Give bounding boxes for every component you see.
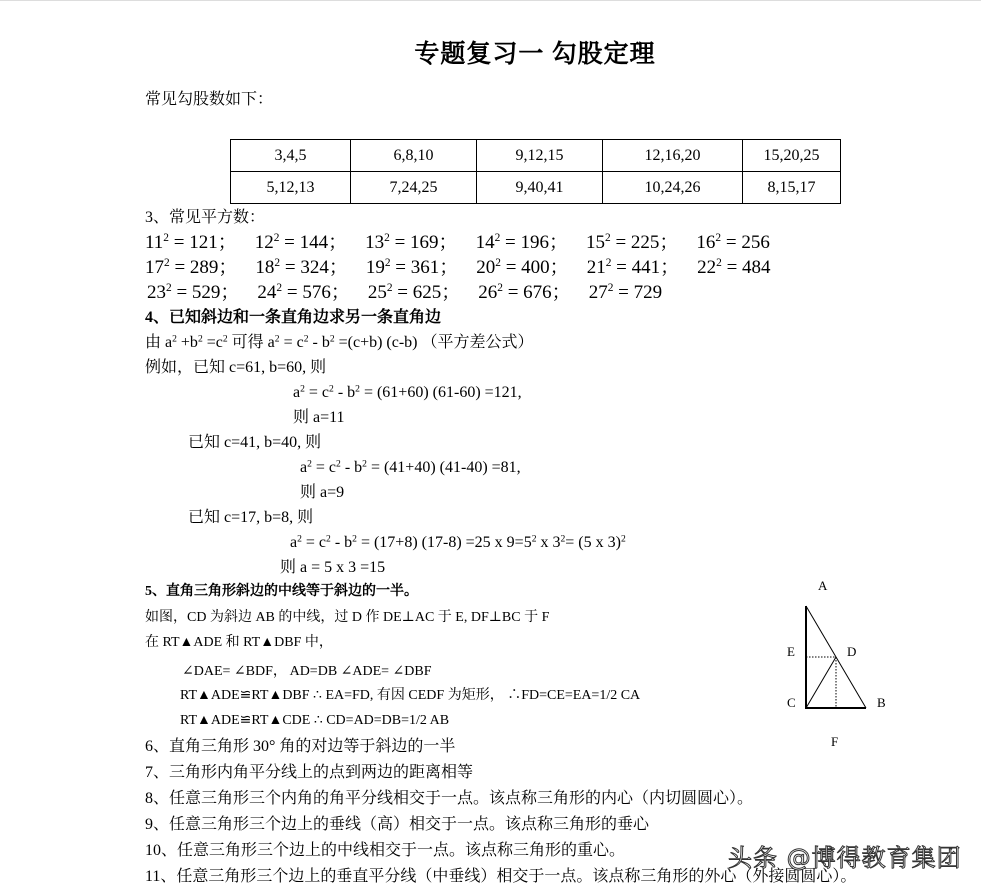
square-value: = 484	[721, 257, 771, 278]
square-exponent: 2	[164, 257, 170, 270]
example3-result: 则 a = 5 x 3 =15	[280, 559, 386, 576]
theorem-item: 9、任意三角形三个边上的垂线（高）相交于一点。该点称三角形的垂心	[145, 816, 650, 833]
table-cell: 8,15,17	[743, 172, 841, 204]
square-value: = 361；	[390, 257, 459, 278]
exponent: 2	[274, 333, 280, 345]
median-cd	[806, 657, 836, 708]
section5-heading: 5、直角三角形斜边的中线等于斜边的一半。	[145, 584, 418, 599]
formula-text: a	[300, 459, 308, 476]
exponent: 2	[620, 533, 626, 545]
exponent: 2	[303, 333, 309, 345]
formula-text: = (17+8) (17-8) =25 x 9=5	[356, 534, 532, 551]
square-exponent: 2	[163, 232, 169, 245]
example2-label: 已知 c=41, b=40, 则	[188, 434, 322, 451]
square-base: 16	[696, 232, 716, 253]
formula-text: x 3	[536, 534, 561, 551]
square-exponent: 2	[604, 232, 611, 245]
square-base: 15	[585, 232, 605, 253]
square-item	[145, 257, 237, 278]
table-cell: 3,4,5	[231, 140, 351, 172]
square-value: = 256	[721, 232, 770, 253]
exponent: 2	[222, 333, 228, 345]
squares-heading: 3、常见平方数：	[145, 209, 266, 226]
square-value: = 225；	[610, 232, 679, 253]
table-cell: 5,12,13	[231, 172, 351, 204]
square-item	[255, 257, 347, 278]
formula-text: +b	[176, 334, 198, 351]
page-top-border	[0, 0, 981, 1]
table-row	[231, 172, 841, 204]
exponent: 2	[197, 333, 203, 345]
formula-text: - b	[340, 459, 363, 476]
label-f: F	[831, 734, 839, 749]
table-row	[231, 140, 841, 172]
square-value: = 324；	[280, 257, 348, 278]
theorem-item: 10、任意三角形三个边上的中线相交于一点。该点称三角形的重心。	[145, 842, 626, 859]
square-value: = 625；	[392, 282, 461, 303]
exponent: 2	[336, 458, 341, 470]
formula-text: = (41+40) (41-40) =81,	[366, 459, 521, 476]
square-item	[696, 232, 769, 253]
square-exponent: 2	[384, 232, 390, 245]
squares-row	[147, 283, 680, 302]
theorem-item: 7、三角形内角平分线上的点到两边的距离相等	[145, 764, 474, 781]
table-cell: 7,24,25	[351, 172, 477, 204]
exponent: 2	[352, 533, 357, 545]
square-exponent: 2	[274, 257, 281, 270]
square-exponent: 2	[716, 257, 722, 270]
square-item	[365, 232, 457, 253]
formula-text: = (5 x 3)	[565, 534, 621, 551]
square-exponent: 2	[273, 232, 280, 245]
square-value: = 676；	[502, 282, 571, 303]
example3-equation	[290, 535, 626, 551]
square-value: = 729	[613, 282, 663, 303]
table-cell: 15,20,25	[743, 140, 841, 172]
square-item	[587, 257, 679, 278]
square-item	[255, 232, 347, 253]
label-c: C	[787, 695, 796, 710]
square-value: = 121；	[169, 232, 237, 253]
formula-text: a	[293, 384, 301, 401]
label-d: D	[847, 644, 857, 659]
square-item	[586, 232, 678, 253]
square-exponent: 2	[495, 257, 501, 270]
formula-text: - b	[330, 534, 353, 551]
table-cell: 12,16,20	[603, 140, 743, 172]
pythagorean-triples-table	[230, 139, 841, 204]
square-base: 17	[145, 257, 164, 278]
formula-text: - b	[333, 384, 356, 401]
example-label: 例如，已知 c=61, b=60, 则	[145, 359, 327, 376]
formula-text: 由 a	[145, 334, 173, 351]
page-title: 专题复习一 勾股定理	[414, 41, 656, 68]
square-base: 18	[255, 257, 275, 278]
section5-line: RT▲ADE≌RT▲CDE ∴ CD=AD=DB=1/2 AB	[180, 713, 450, 728]
exponent: 2	[307, 458, 312, 470]
label-b: B	[877, 695, 886, 710]
formula-text: - b	[308, 334, 330, 351]
square-value: = 289；	[169, 257, 238, 278]
square-base: 13	[365, 232, 385, 253]
theorem-item: 11、任意三角形三个边上的垂直平分线（中垂线）相交于一点。该点称三角形的外心（外接圆圆心）。	[145, 868, 857, 885]
example2-equation	[300, 460, 521, 476]
square-value: = 441；	[611, 257, 680, 278]
square-exponent: 2	[607, 282, 614, 295]
table-cell: 9,12,15	[477, 140, 603, 172]
squares-row	[145, 258, 789, 277]
example1-result: 则 a=11	[293, 409, 345, 426]
section5-line: RT▲ADE≌RT▲DBF ∴ EA=FD, 有因 CEDF 为矩形， ∴FD=CE=EA=1/2 CA	[180, 688, 641, 703]
formula-text: =c	[202, 334, 223, 351]
section5-line: ∠DAE= ∠BDF， AD=DB ∠ADE= ∠DBF	[182, 664, 432, 679]
square-exponent: 2	[494, 232, 501, 245]
exponent: 2	[355, 383, 360, 395]
example1-equation	[293, 385, 522, 401]
square-value: = 529；	[171, 282, 240, 303]
square-value: = 400；	[500, 257, 569, 278]
exponent: 2	[329, 383, 334, 395]
square-exponent: 2	[276, 282, 283, 295]
square-item	[476, 257, 568, 278]
formula-text: = (61+60) (61-60) =121,	[359, 384, 522, 401]
exponent: 2	[329, 333, 335, 345]
difference-of-squares-formula	[145, 335, 534, 351]
square-base: 19	[365, 257, 385, 278]
square-exponent: 2	[386, 282, 393, 295]
square-item	[145, 232, 237, 253]
square-value: = 169；	[389, 232, 458, 253]
exponent: 2	[531, 533, 537, 545]
square-base: 26	[478, 282, 498, 303]
square-item	[366, 257, 458, 278]
exponent: 2	[362, 458, 367, 470]
square-item	[478, 282, 570, 303]
square-value: = 196；	[500, 232, 568, 253]
square-value: = 144；	[279, 232, 348, 253]
square-value: = 576；	[282, 282, 350, 303]
square-item	[476, 232, 568, 253]
square-base: 23	[147, 282, 166, 303]
theorem-item: 8、任意三角形三个内角的角平分线相交于一点。该点称三角形的内心（内切圆圆心）。	[145, 790, 754, 807]
section5-line: 如图，CD 为斜边 AB 的中线，过 D 作 DE⊥AC 于 E, DF⊥BC 于 F	[145, 610, 550, 625]
section4-heading: 4、已知斜边和一条直角边求另一条直角边	[145, 309, 442, 326]
square-exponent: 2	[605, 257, 612, 270]
formula-text: 可得 a	[227, 334, 275, 351]
square-exponent: 2	[166, 282, 172, 295]
theorem-item: 6、直角三角形 30° 角的对边等于斜边的一半	[145, 738, 456, 755]
label-e: E	[787, 644, 795, 659]
squares-row	[145, 233, 788, 252]
section5-line: 在 RT▲ADE 和 RT▲DBF 中，	[145, 635, 333, 650]
square-base: 24	[257, 282, 277, 303]
square-base: 14	[475, 232, 495, 253]
square-base: 22	[697, 257, 717, 278]
formula-text: = c	[311, 459, 337, 476]
exponent: 2	[560, 533, 566, 545]
example3-label: 已知 c=17, b=8, 则	[188, 509, 314, 526]
square-item	[697, 257, 770, 278]
formula-text: a	[290, 534, 298, 551]
square-item	[257, 282, 349, 303]
formula-text: =(c+b) (c-b) （平方差公式）	[334, 334, 534, 351]
square-item	[147, 282, 239, 303]
exponent: 2	[297, 533, 302, 545]
square-exponent: 2	[384, 257, 391, 270]
square-item	[589, 282, 662, 303]
formula-text: = c	[279, 334, 304, 351]
table-cell: 9,40,41	[477, 172, 603, 204]
square-base: 21	[586, 257, 606, 278]
label-a: A	[818, 578, 828, 593]
square-exponent: 2	[715, 232, 722, 245]
intro-text: 常见勾股数如下：	[145, 91, 274, 108]
exponent: 2	[326, 533, 331, 545]
right-triangle-diagram	[770, 570, 900, 755]
square-exponent: 2	[497, 282, 503, 295]
square-base: 27	[588, 282, 608, 303]
formula-text: = c	[301, 534, 327, 551]
exponent: 2	[300, 383, 305, 395]
square-base: 20	[476, 257, 496, 278]
table-cell: 10,24,26	[603, 172, 743, 204]
example2-result: 则 a=9	[300, 484, 345, 501]
table-cell: 6,8,10	[351, 140, 477, 172]
formula-text: = c	[304, 384, 330, 401]
square-base: 25	[367, 282, 387, 303]
exponent: 2	[172, 333, 177, 345]
square-base: 12	[254, 232, 274, 253]
square-item	[368, 282, 460, 303]
square-base: 11	[145, 232, 164, 253]
watermark: 头条 @博得教育集团	[728, 844, 962, 872]
